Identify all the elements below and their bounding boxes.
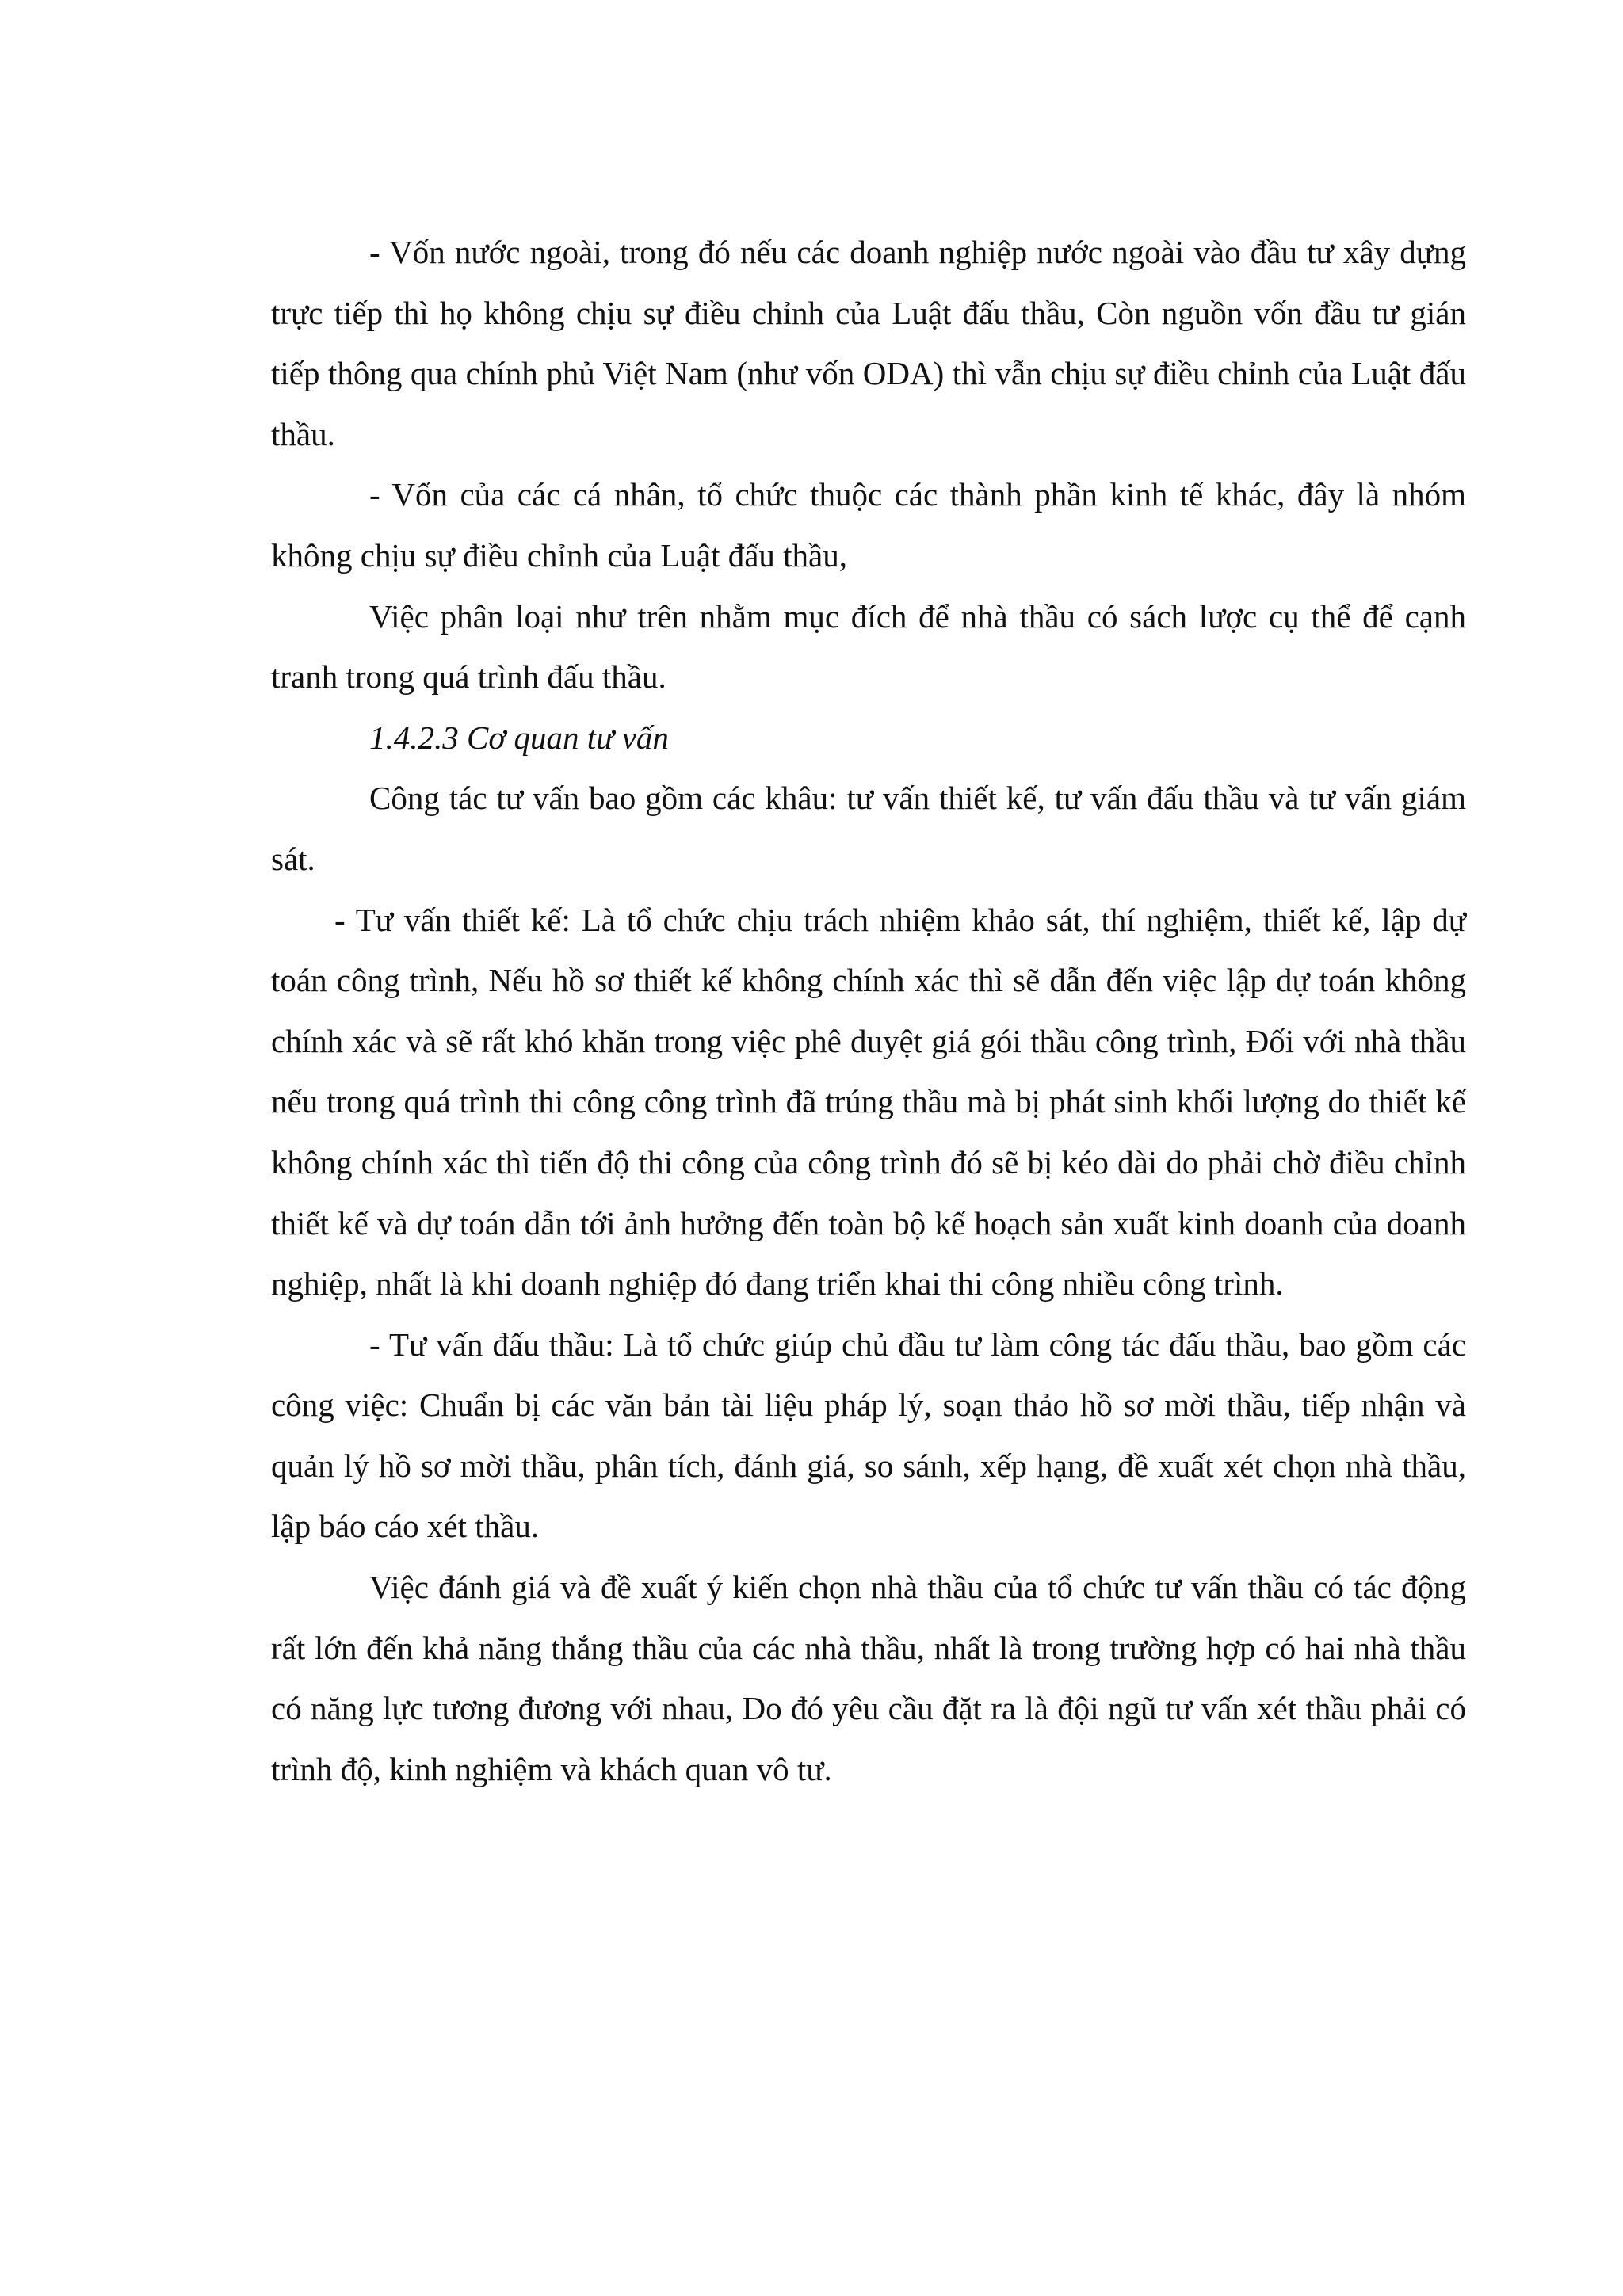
paragraph-private-capital: - Vốn của các cá nhân, tổ chức thuộc các thành phần kinh tế khác, đây là nhóm không chịu sự điều chỉnh của Luật đấu thầu, — [271, 476, 1466, 574]
paragraph-consulting-stages: Công tác tư vấn bao gồm các khâu: tư vấn thiết kế, tư vấn đấu thầu và tư vấn giám sát. — [271, 780, 1466, 877]
paragraph-design-consulting: - Tư vấn thiết kế: Là tổ chức chịu trách nhiệm khảo sát, thí nghiệm, thiết kế, lập dự toán công trình, Nếu hồ sơ thiết kế không chính xác thì sẽ dẫn đến việc lập dự toán không chính xác và sẽ rất khó khăn trong việc phê duyệt giá gói thầu công trình, Đối với nhà thầu nếu trong quá trình thi công công trình đã trúng thầu mà bị phát sinh khối lượng do thiết kế không chính xác thì tiến độ thi công của công trình đó sẽ bị kéo dài do phải chờ điều chỉnh thiết kế và dự toán dẫn tới ảnh hưởng đến toàn bộ kế hoạch sản xuất kinh doanh của doanh nghiệp, nhất là khi doanh nghiệp đó đang triển khai thi công nhiều công trình. — [271, 901, 1466, 1302]
paragraph-foreign-capital: - Vốn nước ngoài, trong đó nếu các doanh nghiệp nước ngoài vào đầu tư xây dựng trực tiếp thì họ không chịu sự điều chỉnh của Luật đấu thầu, Còn nguồn vốn đầu tư gián tiếp thông qua chính phủ Việt Nam (như vốn ODA) thì vẫn chịu sự điều chỉnh của Luật đấu thầu. — [271, 234, 1466, 452]
paragraph-bidding-consulting: - Tư vấn đấu thầu: Là tổ chức giúp chủ đầu tư làm công tác đấu thầu, bao gồm các công việc: Chuẩn bị các văn bản tài liệu pháp lý, soạn thảo hồ sơ mời thầu, tiếp nhận và quản lý hồ sơ mời thầu, phân tích, đánh giá, so sánh, xếp hạng, đề xuất xét chọn nhà thầu, lập báo cáo xét thầu. — [271, 1325, 1466, 1545]
section-heading: 1.4.2.3 Cơ quan tư vấn — [369, 719, 669, 756]
document-page — [271, 222, 1466, 1799]
paragraph-classification-purpose: Việc phân loại như trên nhằm mục đích để nhà thầu có sách lược cụ thể để cạnh tranh trong quá trình đấu thầu. — [271, 597, 1466, 696]
paragraph-evaluation: Việc đánh giá và đề xuất ý kiến chọn nhà thầu của tổ chức tư vấn thầu có tác động rất lớn đến khả năng thắng thầu của các nhà thầu, nhất là trong trường hợp có hai nhà thầu có năng lực tương đương với nhau, Do đó yêu cầu đặt ra là đội ngũ tư vấn xét thầu phải có trình độ, kinh nghiệm và khách quan vô tư. — [271, 1569, 1466, 1787]
